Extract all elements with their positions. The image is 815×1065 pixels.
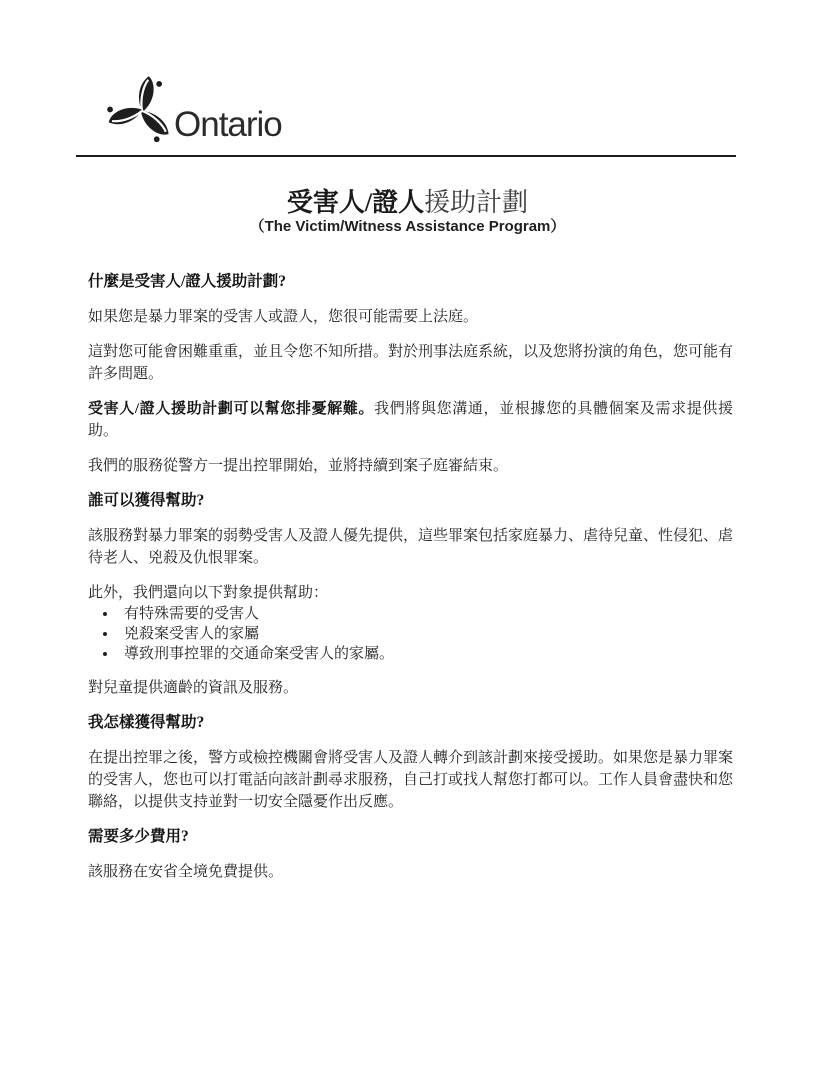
section-who-can-get-help [88,490,733,699]
paragraph: 在提出控罪之後，警方或檢控機關會將受害人及證人轉介到該計劃來接受援助。如果您是暴力罪案的受害人，您也可以打電話向該計劃尋求服務，自己打或找人幫您打都可以。工作人員會盡快和您聯絡，以提供支持並對一切安全隱憂作出反應。 [88,750,734,810]
paragraph: 我們的服務從警方一提出控罪開始，並將持續到案子庭審結束。 [88,458,509,474]
section-how-to-get-help [88,712,733,813]
trillium-icon [106,70,178,146]
emphasis-rest: 我們將與您溝通，並根據您的具體個案及需求提供援助。 [88,401,733,439]
section-cost [88,826,733,883]
paragraph: 對兒童提供適齡的資訊及服務。 [88,680,299,696]
list-item: • 有特殊需要的受害人 [118,604,733,624]
ontario-wordmark: Ontario [174,105,282,144]
emphasis-lead: 受害人/證人援助計劃可以幫您排憂解難。 [88,401,375,417]
header-divider [76,155,736,157]
page-title-regular: 援助計劃 [424,188,529,217]
page-title [0,188,815,217]
section-heading: 什麼是受害人/證人援助計劃? [88,273,287,290]
list-item: • 兇殺案受害人的家屬 [118,624,733,644]
document-body [88,271,733,883]
paragraph-emphasis [88,398,733,442]
page-subtitle: （The Victim/Witness Assistance Program） [249,218,566,235]
ontario-logo [0,0,815,146]
title-block [0,188,815,236]
paragraph: 該服務在安省全境免費提供。 [88,864,284,880]
paragraph: 該服務對暴力罪案的弱勢受害人及證人優先提供，這些罪案包括家庭暴力、虐待兒童、性侵犯、虐待老人、兇殺及仇恨罪案。 [88,528,734,566]
section-heading: 我怎樣獲得幫助? [88,714,205,731]
section-heading: 需要多少費用? [88,828,189,845]
paragraph-list-intro: 此外，我們還向以下對象提供幫助： [88,585,329,601]
section-heading: 誰可以獲得幫助? [88,492,205,509]
list-item: • 導致刑事控罪的交通命案受害人的家屬。 [118,644,733,664]
section-what-is [88,271,733,477]
paragraph: 如果您是暴力罪案的受害人或證人，您很可能需要上法庭。 [88,309,479,325]
page-title-bold: 受害人/證人 [286,188,425,217]
help-target-list [88,604,733,664]
paragraph: 這對您可能會困難重重，並且令您不知所措。對於刑事法庭系統，以及您將扮演的角色，您可能有許多問題。 [88,344,734,382]
